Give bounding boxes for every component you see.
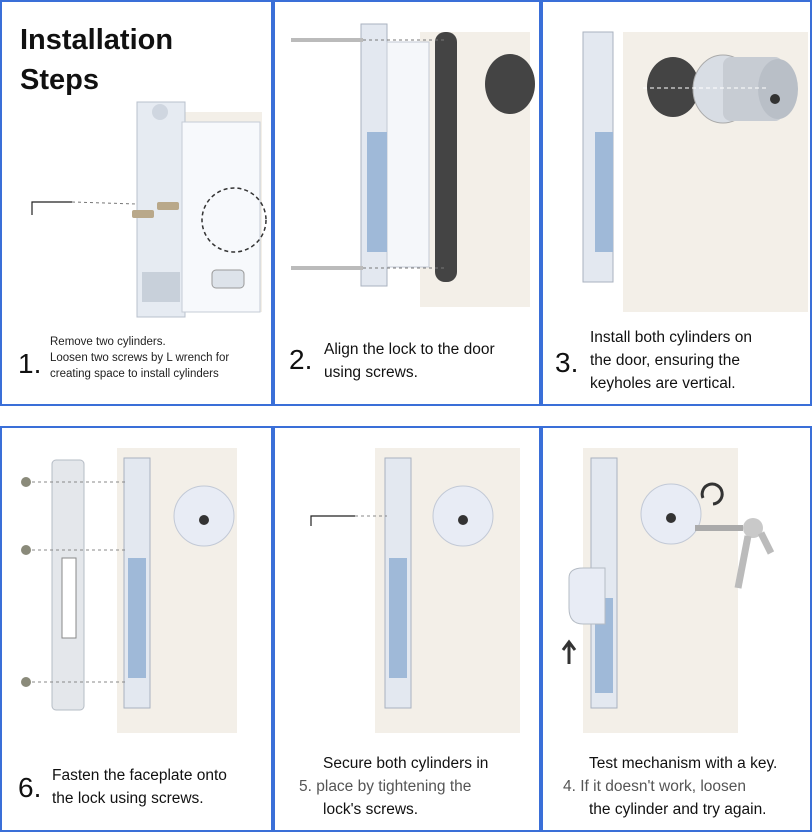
step-caption: Install both cylinders on the door, ensuring the keyholes are vertical. bbox=[590, 329, 752, 392]
step-panel-6 bbox=[0, 426, 273, 832]
step-caption: Align the lock to the door using screws. bbox=[324, 341, 495, 381]
step-panel-4 bbox=[541, 426, 812, 832]
step-panel-3 bbox=[541, 0, 812, 406]
step-number: 1. bbox=[18, 348, 42, 379]
page-title: Installation Steps bbox=[20, 24, 174, 96]
step-panel-2 bbox=[273, 0, 541, 406]
step-panel-5 bbox=[273, 426, 541, 832]
step-number: 3. bbox=[555, 347, 579, 378]
step-number: 6. bbox=[18, 772, 42, 803]
step-number: 2. bbox=[289, 344, 313, 375]
step-panel-1 bbox=[0, 0, 273, 406]
step-number: 4. bbox=[563, 778, 576, 795]
step-number: 5. bbox=[299, 778, 312, 795]
step-caption: Secure both cylinders in 5. place by tightening the lock's screws. bbox=[299, 755, 489, 818]
step-caption: Test mechanism with a key. 4. If it doesn't work, loosen the cylinder and try again. bbox=[563, 755, 778, 818]
step-caption: Remove two cylinders. Loosen two screws by L wrench for creating space to install cylinders bbox=[50, 336, 230, 380]
step-caption: Fasten the faceplate onto the lock using screws. bbox=[52, 767, 227, 807]
